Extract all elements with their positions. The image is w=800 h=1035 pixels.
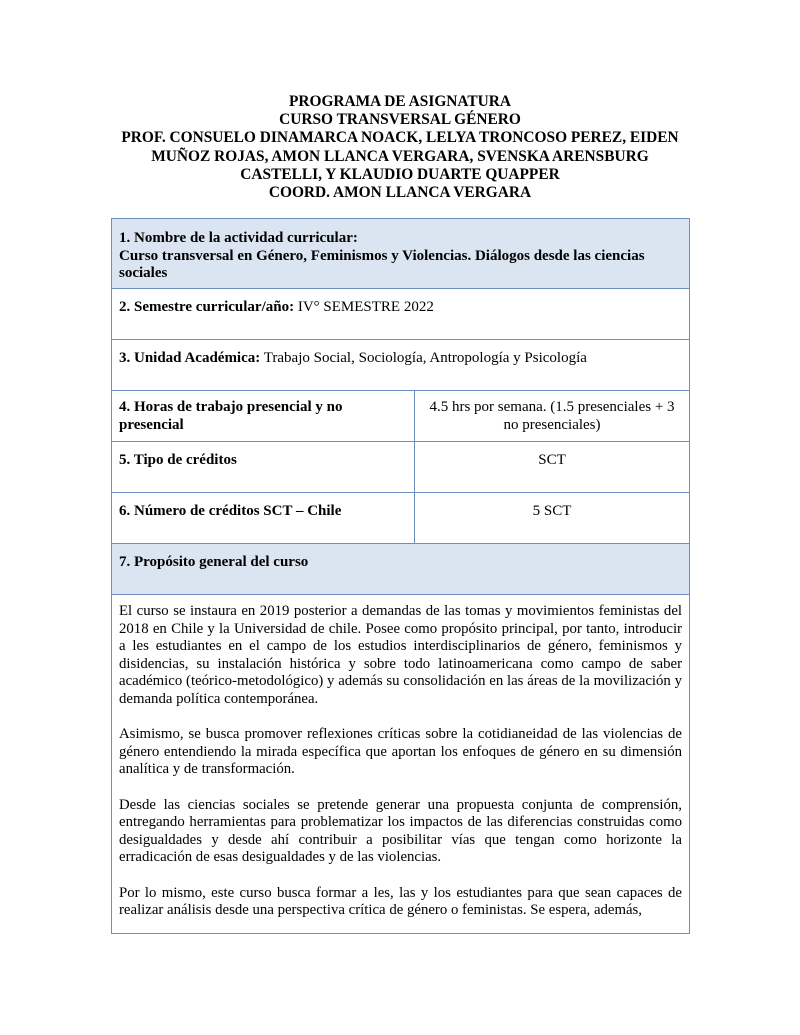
row-credit-number bbox=[112, 493, 690, 544]
activity-name-cell bbox=[112, 219, 690, 289]
row-academic-unit bbox=[112, 340, 690, 391]
academic-unit-value: Trabajo Social, Sociología, Antropología y Psicología bbox=[260, 350, 587, 366]
credit-number-label: 6. Número de créditos SCT – Chile bbox=[112, 493, 415, 544]
header-line-professors-1: PROF. CONSUELO DINAMARCA NOACK, LELYA TRONCOSO PEREZ, EIDEN bbox=[121, 129, 679, 147]
purpose-paragraph-1: El curso se instaura en 2019 posterior a demandas de las tomas y movimientos feministas del 2018 en Chile y la Universidad de chile. Posee como propósito principal, por tanto, introducir a les estudiantes en el campo de los estudios interdisciplinarios de género, feminismos y disidencias, su instalación histórica y sobre todo latinoamericana como campo de saber académico (teórico-metodológico) y además su consolidación en las áreas de la movilización y demanda política contemporánea. bbox=[119, 603, 682, 707]
general-purpose-body bbox=[112, 595, 690, 934]
work-hours-label: 4. Horas de trabajo presencial y no presencial bbox=[112, 391, 415, 442]
row-work-hours bbox=[112, 391, 690, 442]
row-semester bbox=[112, 289, 690, 340]
header-line-coordinator: COORD. AMON LLANCA VERGARA bbox=[268, 184, 532, 202]
semester-value: IV° SEMESTRE 2022 bbox=[294, 299, 434, 315]
header-line-professors-2: MUÑOZ ROJAS, AMON LLANCA VERGARA, SVENSKA ARENSBURG bbox=[151, 147, 649, 165]
course-program-table bbox=[111, 218, 690, 934]
document-header bbox=[0, 93, 800, 202]
semester-label: 2. Semestre curricular/año: bbox=[119, 299, 295, 315]
row-general-purpose-body bbox=[112, 595, 690, 934]
row-activity-name bbox=[112, 219, 690, 289]
activity-name-label: 1. Nombre de la actividad curricular: bbox=[119, 230, 358, 246]
credit-type-label: 5. Tipo de créditos bbox=[112, 442, 415, 493]
general-purpose-heading: 7. Propósito general del curso bbox=[112, 544, 690, 595]
row-credit-type bbox=[112, 442, 690, 493]
credit-number-value: 5 SCT bbox=[415, 493, 690, 544]
activity-name-value: Curso transversal en Género, Feminismos y Violencias. Diálogos desde las ciencias sociales bbox=[119, 247, 645, 281]
row-general-purpose-heading bbox=[112, 544, 690, 595]
credit-type-value: SCT bbox=[415, 442, 690, 493]
purpose-paragraph-2: Asimismo, se busca promover reflexiones críticas sobre la cotidianeidad de las violencias de género entendiendo la mirada específica que aportan los enfoques de género en su dimensión analítica y de transformación. bbox=[119, 726, 682, 778]
purpose-paragraph-4: Por lo mismo, este curso busca formar a les, las y los estudiantes para que sean capaces de realizar análisis desde una perspectiva crítica de género o feministas. Se espera, además, bbox=[119, 884, 682, 919]
purpose-paragraph-3: Desde las ciencias sociales se pretende generar una propuesta conjunta de comprensión, entregando herramientas para problematizar los impactos de las diferencias construidas como desigualdades y desde ahí contribuir a posibilitar vías que tengan como horizonte la erradicación de esas desigualdades y de las violencias. bbox=[119, 796, 682, 866]
academic-unit-cell bbox=[112, 340, 690, 391]
work-hours-value: 4.5 hrs por semana. (1.5 presenciales + 3 no presenciales) bbox=[415, 391, 690, 442]
header-line-title: PROGRAMA DE ASIGNATURA bbox=[288, 93, 512, 110]
semester-cell bbox=[112, 289, 690, 340]
header-line-course: CURSO TRANSVERSAL GÉNERO bbox=[279, 111, 521, 129]
academic-unit-label: 3. Unidad Académica: bbox=[119, 350, 261, 366]
header-line-professors-3: CASTELLI, Y KLAUDIO DUARTE QUAPPER bbox=[240, 165, 560, 183]
